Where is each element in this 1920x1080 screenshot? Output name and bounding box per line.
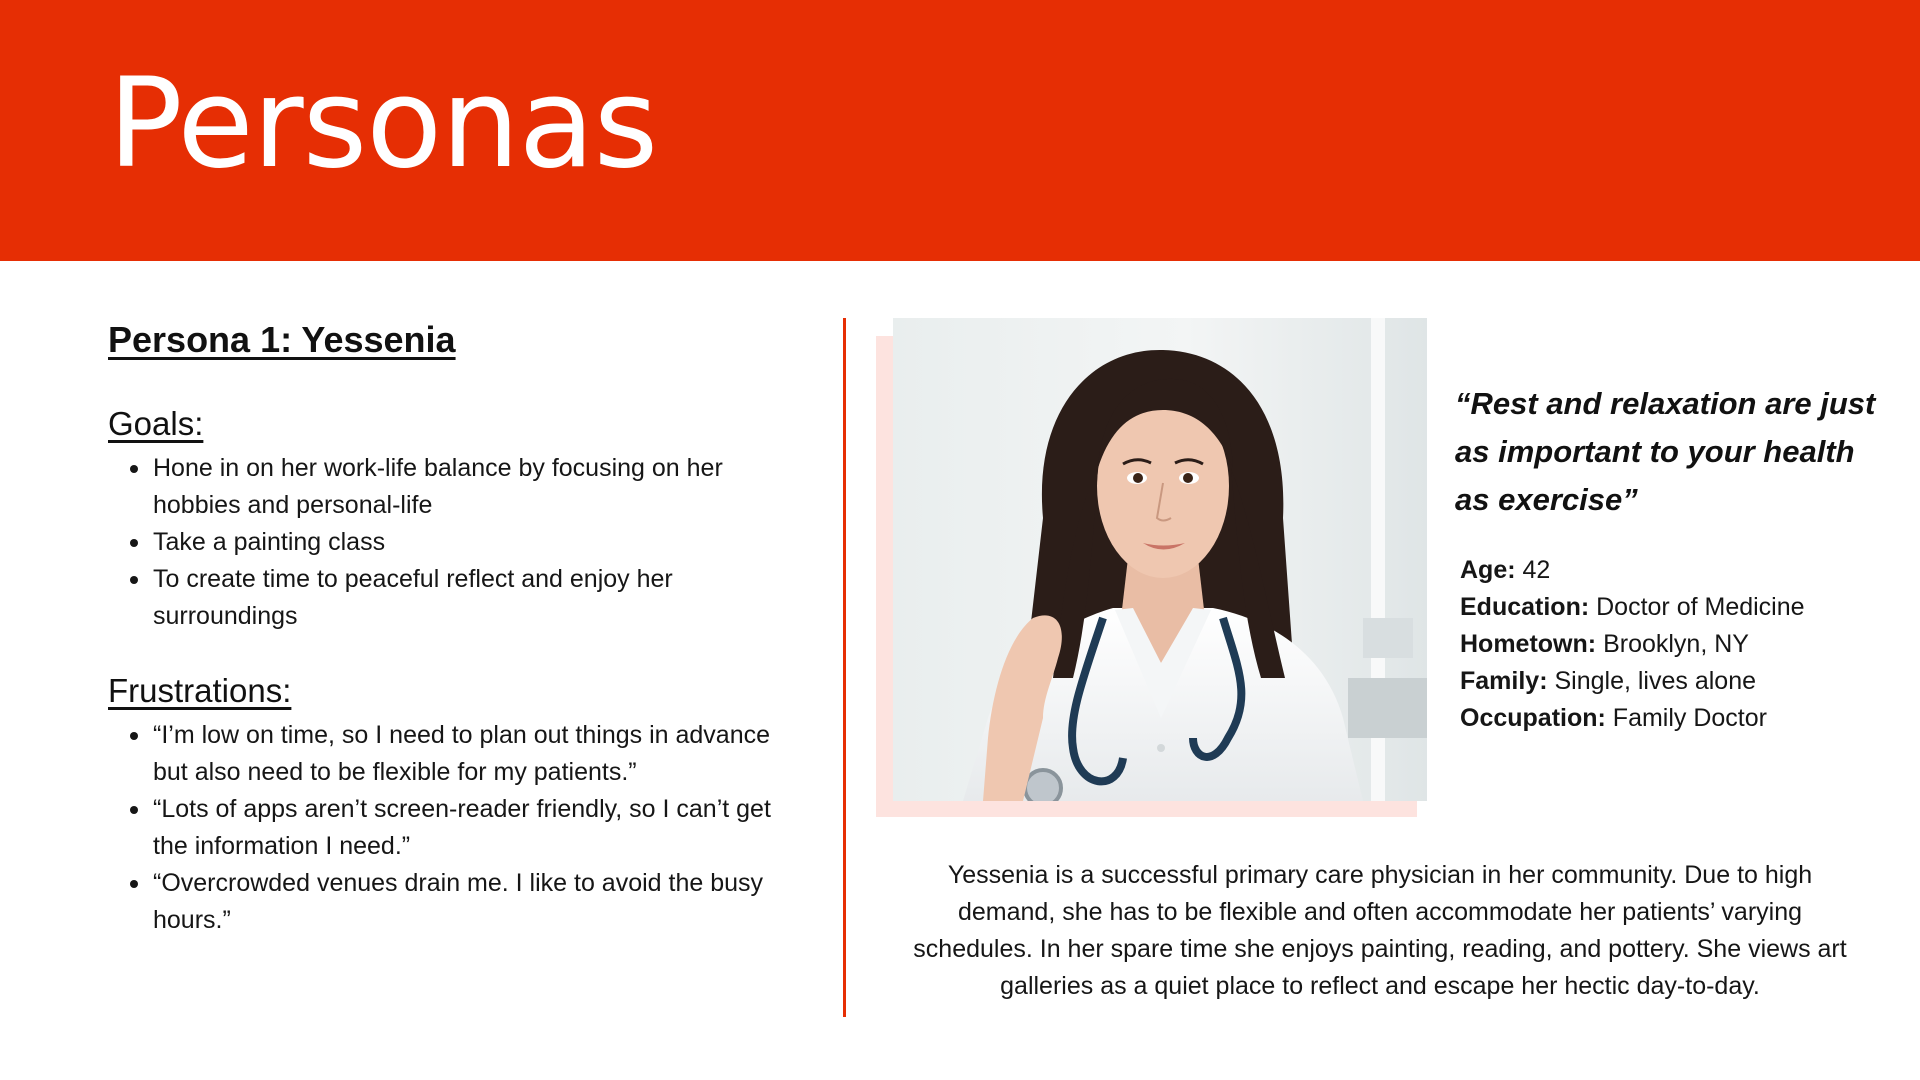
frustration-text: “Lots of apps aren’t screen-reader friendly, so I can’t get the information I need.” <box>153 795 771 860</box>
doctor-portrait-image <box>893 318 1427 801</box>
frustration-item <box>108 717 788 791</box>
frustration-text: “Overcrowded venues drain me. I like to avoid the busy hours.” <box>153 869 764 934</box>
frustrations-list <box>108 717 788 939</box>
goal-item <box>108 561 788 635</box>
persona-quote: “Rest and relaxation are just as important to your health as exercise” <box>1455 386 1876 517</box>
header-banner <box>0 0 1920 261</box>
fact-label: Family: <box>1460 667 1548 695</box>
goal-text: Take a painting class <box>153 528 386 556</box>
fact-label: Age: <box>1460 556 1516 584</box>
frustrations-heading: Frustrations: <box>108 672 292 709</box>
bullet-icon <box>130 732 138 740</box>
goal-text: Hone in on her work-life balance by focusing on her hobbies and personal-life <box>153 454 723 519</box>
page-title: Personas <box>108 52 658 196</box>
fact-label: Hometown: <box>1460 630 1597 658</box>
frustration-item <box>108 865 788 939</box>
fact-hometown <box>1460 626 1900 663</box>
frustration-item <box>108 791 788 865</box>
goal-item <box>108 450 788 524</box>
bullet-icon <box>130 880 138 888</box>
fact-value: Brooklyn, NY <box>1603 630 1749 658</box>
persona-bio: Yessenia is a successful primary care physician in her community. Due to high demand, she has to be flexible and often accommodate her patients’ varying schedules. In her spare time she enjoys painting, reading, and pottery. She views art galleries as a quiet place to reflect and escape her hectic day-to-day. <box>913 861 1847 1000</box>
fact-label: Education: <box>1460 593 1590 621</box>
bullet-icon <box>130 806 138 814</box>
goals-heading: Goals: <box>108 405 204 442</box>
fact-value: Single, lives alone <box>1554 667 1756 695</box>
persona-title: Persona 1: Yessenia <box>108 319 456 360</box>
fact-value: Doctor of Medicine <box>1596 593 1805 621</box>
goals-list <box>108 450 788 635</box>
bullet-icon <box>130 539 138 547</box>
fact-occupation <box>1460 700 1900 737</box>
goal-item <box>108 524 788 561</box>
fact-label: Occupation: <box>1460 704 1606 732</box>
frustration-text: “I’m low on time, so I need to plan out things in advance but also need to be flexible for my patients.” <box>153 721 771 786</box>
fact-value: Family Doctor <box>1612 704 1767 732</box>
bullet-icon <box>130 576 138 584</box>
goal-text: To create time to peaceful reflect and enjoy her surroundings <box>153 565 673 630</box>
persona-facts <box>1460 552 1900 737</box>
fact-value: 42 <box>1522 556 1551 584</box>
persona-details-column <box>108 318 788 939</box>
fact-age <box>1460 552 1900 589</box>
persona-photo <box>893 318 1427 801</box>
column-divider <box>843 318 846 1017</box>
bullet-icon <box>130 465 138 473</box>
fact-education <box>1460 589 1900 626</box>
fact-family <box>1460 663 1900 700</box>
